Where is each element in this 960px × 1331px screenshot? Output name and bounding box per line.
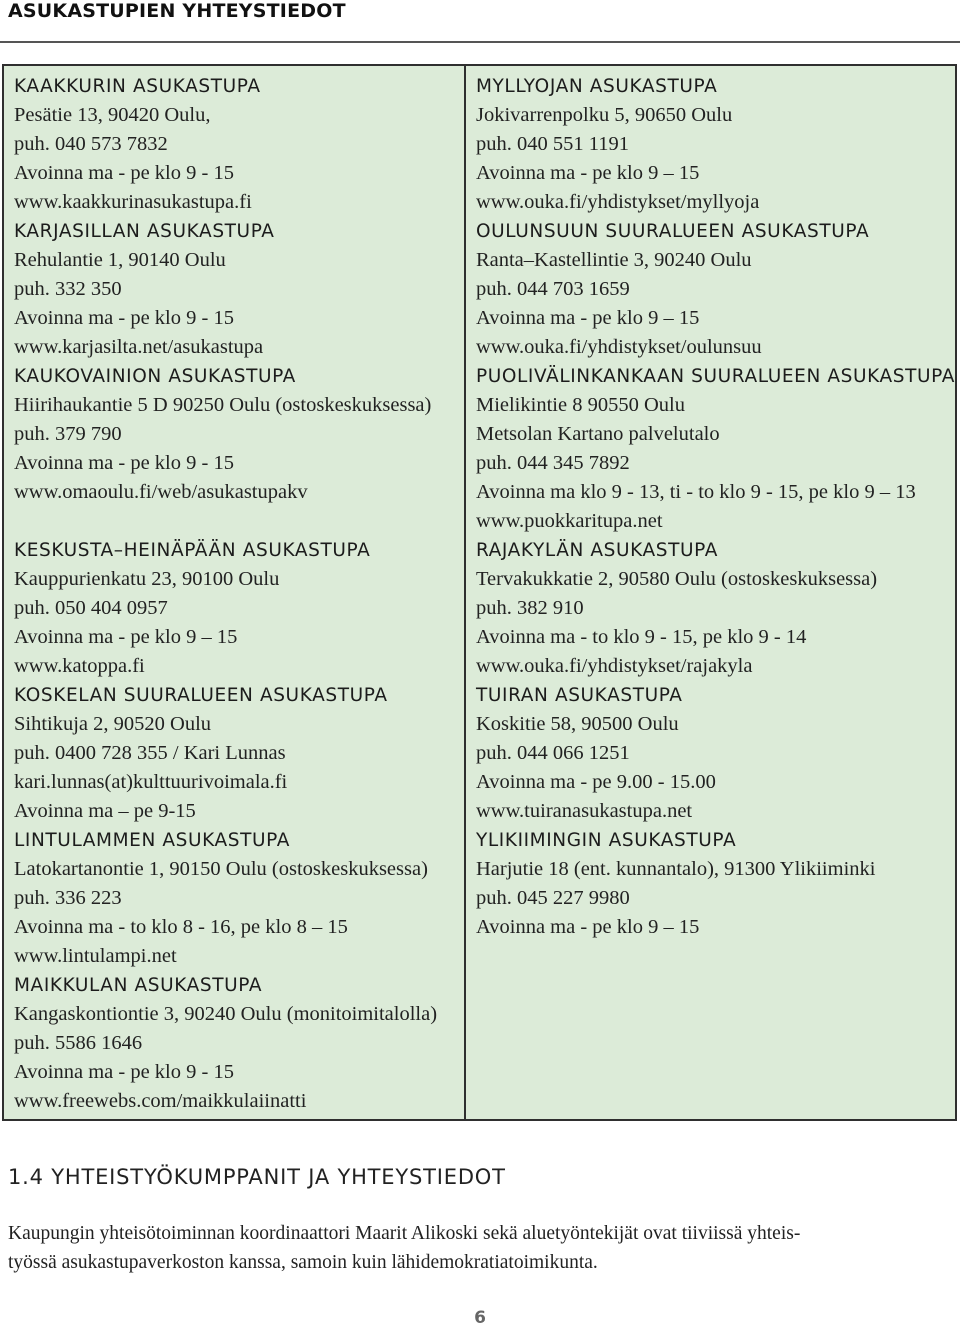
entry-phone: puh. 044 066 1251: [475, 742, 630, 764]
entry-hours: Avoinna ma - pe klo 9 – 15: [475, 307, 700, 329]
entry-website[interactable]: www.freewebs.com/maikkulaiinatti: [14, 1090, 307, 1112]
entry-hours: Avoinna ma - pe klo 9 - 15: [14, 1061, 234, 1083]
spacer: [14, 507, 464, 536]
entry-phone: puh. 044 703 1659: [475, 278, 630, 300]
entry-phone: puh. 050 404 0957: [14, 597, 168, 619]
entry-title: YLIKIIMINGIN ASUKASTUPA: [475, 830, 737, 851]
entry-website[interactable]: www.katoppa.fi: [14, 655, 145, 677]
contact-table: [2, 64, 957, 1121]
entry-website[interactable]: www.ouka.fi/yhdistykset/myllyoja: [475, 191, 760, 213]
entry-website[interactable]: www.karjasilta.net/asukastupa: [14, 336, 264, 358]
entry-hours: Avoinna ma - pe klo 9 - 15: [14, 162, 234, 184]
body-line: työssä asukastupaverkoston kanssa, samoin kuin lähidemokratiatoimikunta.: [8, 1252, 598, 1273]
entry-title: KAAKKURIN ASUKASTUPA: [14, 76, 261, 97]
entry-title: MAIKKULAN ASUKASTUPA: [14, 975, 263, 996]
entry-hours: Avoinna ma - pe klo 9 – 15: [475, 162, 700, 184]
entry-phone: puh. 0400 728 355 / Kari Lunnas: [14, 742, 286, 764]
entry-kaukovainio: [14, 362, 464, 507]
entry-phone: puh. 040 551 1191: [475, 133, 629, 155]
entry-maikkula: [14, 971, 464, 1116]
entry-kaakkuri: [14, 72, 464, 217]
entry-title: LINTULAMMEN ASUKASTUPA: [14, 830, 290, 851]
entry-myllyoja: [476, 72, 955, 217]
entry-address: Kauppurienkatu 23, 90100 Oulu: [14, 568, 280, 590]
entry-address: Hiirihaukantie 5 D 90250 Oulu (ostoskeskuksessa): [14, 394, 432, 416]
entry-hours: Avoinna ma klo 9 - 13, ti - to klo 9 - 15, pe klo 9 – 13: [475, 481, 916, 503]
entry-title: RAJAKYLÄN ASUKASTUPA: [475, 540, 719, 561]
entry-oulunsuu: [476, 217, 955, 362]
entry-koskela: [14, 681, 464, 826]
entry-address: Latokartanontie 1, 90150 Oulu (ostoskeskuksessa): [14, 858, 428, 880]
entry-hours: Avoinna ma - pe klo 9 – 15: [475, 916, 700, 938]
entry-website[interactable]: www.kaakkurinasukastupa.fi: [14, 191, 252, 213]
entry-phone: puh. 5586 1646: [14, 1032, 143, 1054]
entry-title: TUIRAN ASUKASTUPA: [475, 685, 683, 706]
entry-title: KARJASILLAN ASUKASTUPA: [14, 221, 275, 242]
body-line: Kaupungin yhteisötoiminnan koordinaattori Maarit Alikoski sekä aluetyöntekijät ovat tiiviissä yhteis-: [8, 1223, 801, 1244]
entry-phone: puh. 040 573 7832: [14, 133, 168, 155]
entry-website[interactable]: www.puokkaritupa.net: [475, 510, 663, 532]
entry-address: Ranta–Kastellintie 3, 90240 Oulu: [475, 249, 752, 271]
entry-phone: puh. 382 910: [475, 597, 584, 619]
entry-hours: Avoinna ma - pe klo 9 - 15: [14, 307, 234, 329]
entry-hours: Avoinna ma - pe klo 9 – 15: [14, 626, 238, 648]
entry-phone: puh. 336 223: [14, 887, 122, 909]
entry-address: Harjutie 18 (ent. kunnantalo), 91300 Ylikiiminki: [475, 858, 876, 880]
entry-hours: Avoinna ma - to klo 8 - 16, pe klo 8 – 15: [14, 916, 348, 938]
entry-ylikiiminki: [476, 826, 955, 942]
entry-title: MYLLYOJAN ASUKASTUPA: [475, 76, 718, 97]
entry-keskusta-heinapaa: [14, 536, 464, 681]
entry-lintulampi: [14, 826, 464, 971]
left-column: [4, 66, 466, 1119]
entry-phone: puh. 379 790: [14, 423, 122, 445]
entry-phone: puh. 044 345 7892: [475, 452, 630, 474]
entry-address: Rehulantie 1, 90140 Oulu: [14, 249, 226, 271]
entry-venue: Metsolan Kartano palvelutalo: [475, 423, 720, 445]
entry-website[interactable]: www.ouka.fi/yhdistykset/oulunsuu: [475, 336, 762, 358]
section-heading: 1.4 YHTEISTYÖKUMPPANIT JA YHTEYSTIEDOT: [8, 1165, 506, 1189]
entry-title: OULUNSUUN SUURALUEEN ASUKASTUPA: [475, 221, 870, 242]
entry-phone: puh. 045 227 9980: [475, 887, 630, 909]
entry-karjasilta: [14, 217, 464, 362]
right-column: [466, 66, 955, 1119]
entry-hours: Avoinna ma - to klo 9 - 15, pe klo 9 - 14: [475, 626, 807, 648]
entry-email[interactable]: kari.lunnas(at)kulttuurivoimala.fi: [14, 771, 288, 793]
entry-address: Mielikintie 8 90550 Oulu: [475, 394, 685, 416]
entry-address: Kangaskontiontie 3, 90240 Oulu (monitoimitalolla): [14, 1003, 438, 1025]
entry-phone: puh. 332 350: [14, 278, 122, 300]
entry-title: KAUKOVAINION ASUKASTUPA: [14, 366, 296, 387]
entry-title: KOSKELAN SUURALUEEN ASUKASTUPA: [14, 685, 388, 706]
entry-address: Tervakukkatie 2, 90580 Oulu (ostoskeskuksessa): [475, 568, 878, 590]
entry-address: Sihtikuja 2, 90520 Oulu: [14, 713, 212, 735]
entry-website[interactable]: www.tuiranasukastupa.net: [475, 800, 693, 822]
entry-website[interactable]: www.lintulampi.net: [14, 945, 177, 967]
entry-tuira: [476, 681, 955, 826]
entry-rajakyla: [476, 536, 955, 681]
entry-address: Koskitie 58, 90500 Oulu: [475, 713, 679, 735]
entry-website[interactable]: www.omaoulu.fi/web/asukastupakv: [14, 481, 308, 503]
entry-puolivalinkangas: [476, 362, 955, 536]
entry-website[interactable]: www.ouka.fi/yhdistykset/rajakyla: [475, 655, 753, 677]
entry-hours: Avoinna ma - pe klo 9 - 15: [14, 452, 234, 474]
entry-address: Pesätie 13, 90420 Oulu,: [14, 104, 211, 126]
entry-hours: Avoinna ma – pe 9-15: [14, 800, 196, 822]
page-number: 6: [474, 1308, 486, 1328]
entry-title: KESKUSTA–HEINÄPÄÄN ASUKASTUPA: [14, 540, 371, 561]
body-paragraph: [8, 1219, 958, 1277]
entry-hours: Avoinna ma - pe 9.00 - 15.00: [475, 771, 716, 793]
page-heading: ASUKASTUPIEN YHTEYSTIEDOT: [8, 0, 346, 22]
top-divider: [0, 41, 960, 43]
entry-address: Jokivarrenpolku 5, 90650 Oulu: [475, 104, 733, 126]
entry-title: PUOLIVÄLINKANKAAN SUURALUEEN ASUKASTUPA: [475, 366, 955, 387]
